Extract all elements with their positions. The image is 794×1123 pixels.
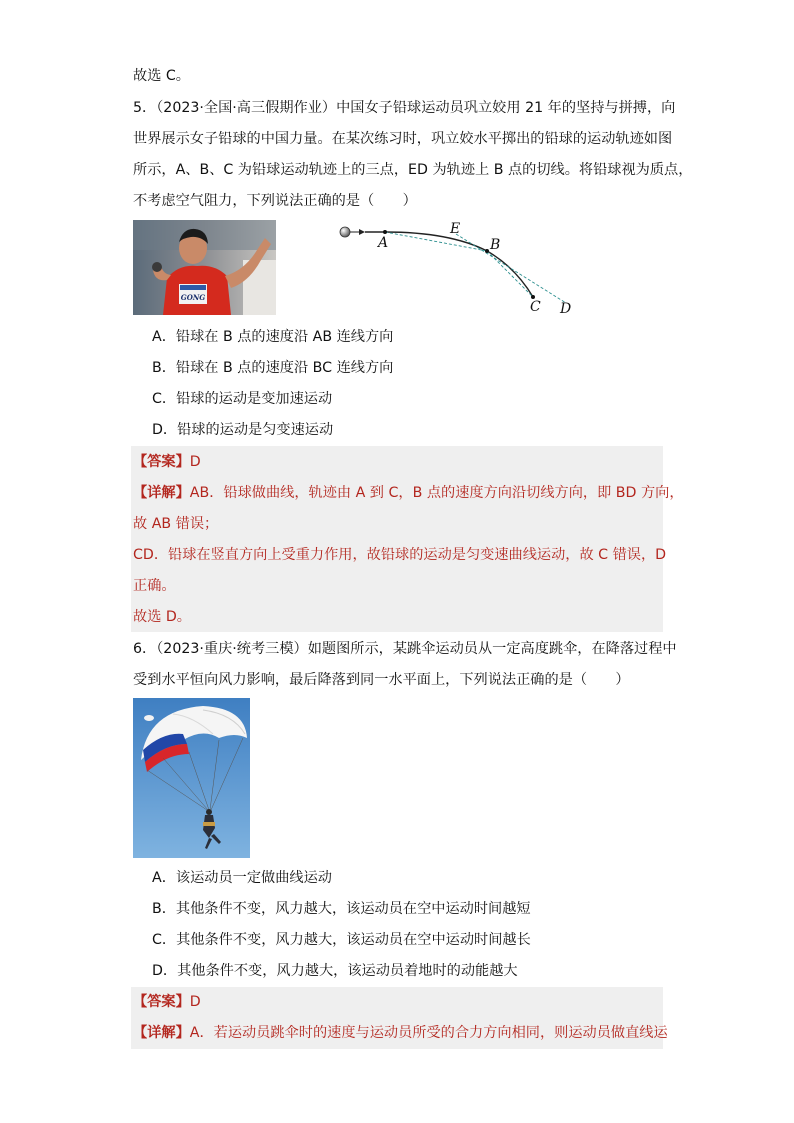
q6-text-line-1: 6．（2023·重庆·统考三模）如题图所示，某跳伞运动员从一定高度跳伞，在降落过程中 — [133, 641, 677, 657]
q5-detail-line-1: 【详解】AB．铅球做曲线，轨迹由 A 到 C，B 点的速度方向沿切线方向，即 BD 方向， — [133, 485, 684, 501]
label-b: B — [490, 237, 501, 253]
trajectory-diagram — [330, 215, 590, 320]
q6-option-a: A．该运动员一定做曲线运动 — [152, 870, 332, 886]
q5-text-line-2: 世界展示女子铅球的中国力量。在某次练习时，巩立姣水平掷出的铅球的运动轨迹如图 — [133, 131, 673, 147]
q6-detail-line-1: 【详解】A．若运动员跳伞时的速度与运动员所受的合力方向相同，则运动员做直线运 — [133, 1025, 668, 1041]
bib-text: GONG — [180, 293, 206, 302]
q5-option-a: A．铅球在 B 点的速度沿 AB 连线方向 — [152, 329, 394, 345]
q5-text-line-1: 5．（2023·全国·高三假期作业）中国女子铅球运动员巩立姣用 21 年的坚持与拼搏，向 — [133, 100, 676, 116]
q5-detail-line-4: 正确。 — [133, 578, 176, 594]
q5-detail-line-3: CD．铅球在竖直方向上受重力作用，故铅球的运动是匀变速曲线运动，故 C 错误，D — [133, 547, 667, 563]
q6-option-d: D．其他条件不变，风力越大，该运动员着地时的动能越大 — [152, 963, 518, 979]
prev-answer-conclusion: 故选 C。 — [133, 68, 190, 84]
label-d: D — [560, 301, 572, 317]
q5-detail-line-2: 故 AB 错误； — [133, 516, 219, 532]
q5-answer-block — [131, 446, 663, 632]
parachutist-photo — [133, 698, 250, 858]
label-a: A — [378, 235, 389, 251]
shot-putter-photo — [133, 220, 276, 315]
q6-answer: 【答案】D — [133, 994, 201, 1010]
q5-detail-line-5: 故选 D。 — [133, 609, 191, 625]
q6-option-b: B．其他条件不变，风力越大，该运动员在空中运动时间越短 — [152, 901, 531, 917]
q5-option-c: C．铅球的运动是变加速运动 — [152, 391, 333, 407]
q5-option-b: B．铅球在 B 点的速度沿 BC 连线方向 — [152, 360, 394, 376]
q6-option-c: C．其他条件不变，风力越大，该运动员在空中运动时间越长 — [152, 932, 531, 948]
label-e: E — [450, 221, 461, 237]
shot-ball — [340, 227, 350, 237]
q5-text-line-3: 所示，A、B、C 为铅球运动轨迹上的三点，ED 为轨迹上 B 点的切线。将铅球视为质点， — [133, 162, 693, 178]
label-c: C — [530, 299, 541, 315]
q5-option-d: D．铅球的运动是匀变速运动 — [152, 422, 334, 438]
q6-text-line-2: 受到水平恒向风力影响，最后降落到同一水平面上，下列说法正确的是（ ） — [133, 672, 630, 688]
trajectory-curve — [365, 232, 533, 297]
q5-text-line-4: 不考虑空气阻力，下列说法正确的是（ ） — [133, 193, 417, 209]
q5-answer: 【答案】D — [133, 454, 201, 470]
